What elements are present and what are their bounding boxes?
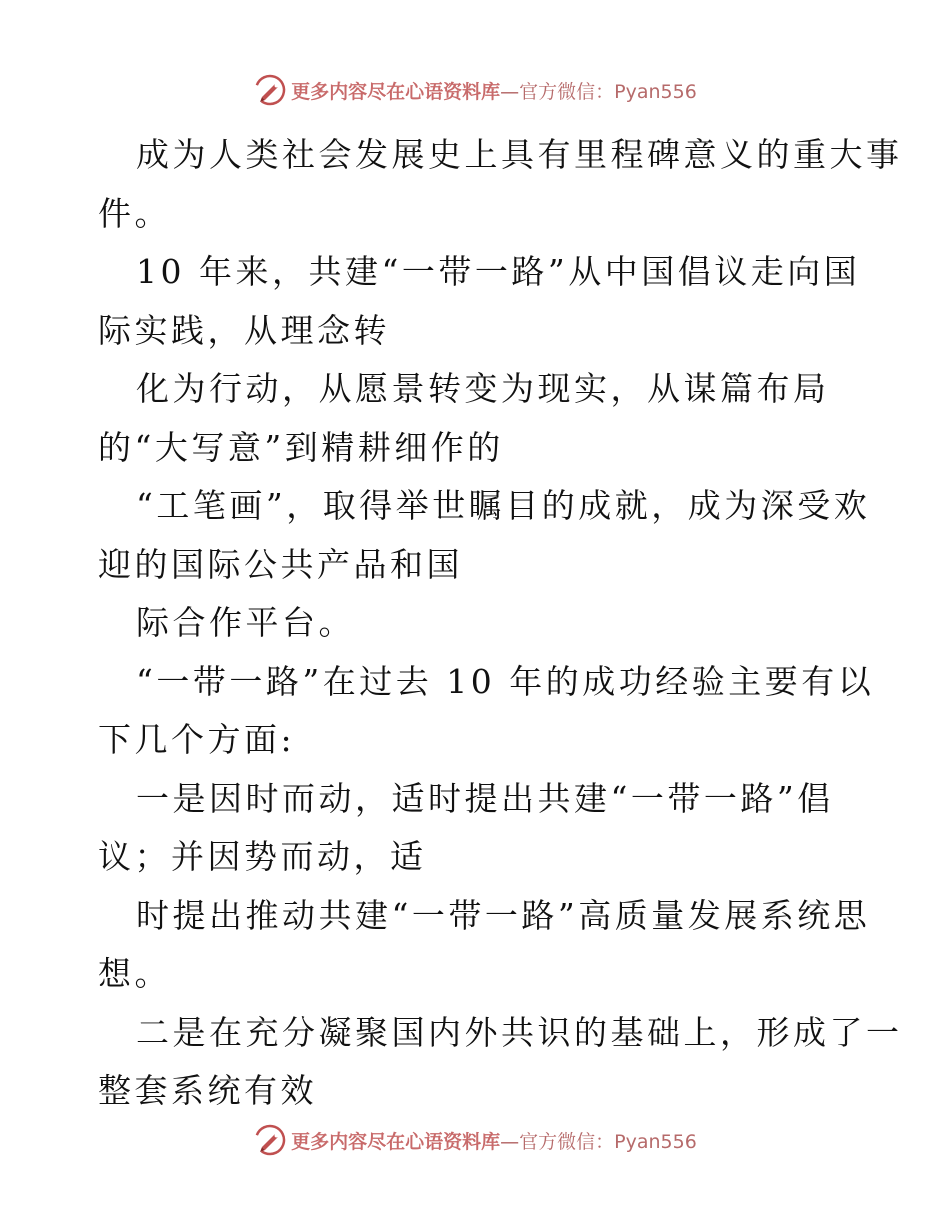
body-line: 议；并因势而动，适 [98, 837, 427, 876]
body-line: 时提出推动共建“一带一路”高质量发展系统思 [136, 895, 871, 935]
header-watermark-dash: — [500, 80, 520, 103]
header-watermark-sub: 官方微信：Pyan556 [519, 80, 697, 103]
body-line: 整套系统有效 [98, 1071, 317, 1110]
header-watermark-content [253, 73, 697, 107]
body-line: 件。 [98, 193, 171, 233]
body-line: 二是在充分凝聚国内外共识的基础上，形成了一 [136, 1012, 903, 1052]
body-line: “一带一路”在过去 10 年的成功经验主要有以 [136, 661, 875, 701]
body-line: 10 年来，共建“一带一路”从中国倡议走向国 [136, 252, 861, 291]
document-body [98, 126, 903, 1121]
body-line: 化为行动，从愿景转变为现实，从谋篇布局 [136, 369, 830, 408]
body-line: 际实践，从理念转 [98, 310, 390, 350]
pen-logo-icon [253, 1123, 287, 1157]
body-line: 迎的国际公共产品和国 [98, 544, 463, 584]
footer-watermark-content [253, 1123, 697, 1157]
footer-watermark-main: 更多内容尽在心语资料库 [291, 1130, 501, 1153]
body-line: 际合作平台。 [136, 603, 355, 642]
footer-watermark [0, 1118, 950, 1162]
body-line: 一是因时而动，适时提出共建“一带一路”倡 [136, 778, 834, 818]
body-line: “工笔画”，取得举世瞩目的成就，成为深受欢 [136, 486, 871, 525]
header-watermark-text [291, 77, 697, 104]
footer-watermark-sub: 官方微信：Pyan556 [519, 1130, 697, 1153]
body-line: 想。 [98, 954, 171, 993]
pen-logo-icon [253, 73, 287, 107]
body-line: 的“大写意”到精耕细作的 [98, 427, 504, 467]
body-line: 成为人类社会发展史上具有里程碑意义的重大事 [136, 135, 903, 174]
header-watermark-main: 更多内容尽在心语资料库 [291, 80, 501, 103]
body-line: 下几个方面: [98, 720, 296, 759]
header-watermark [0, 68, 950, 112]
footer-watermark-dash: — [500, 1130, 520, 1153]
footer-watermark-text [291, 1127, 697, 1154]
